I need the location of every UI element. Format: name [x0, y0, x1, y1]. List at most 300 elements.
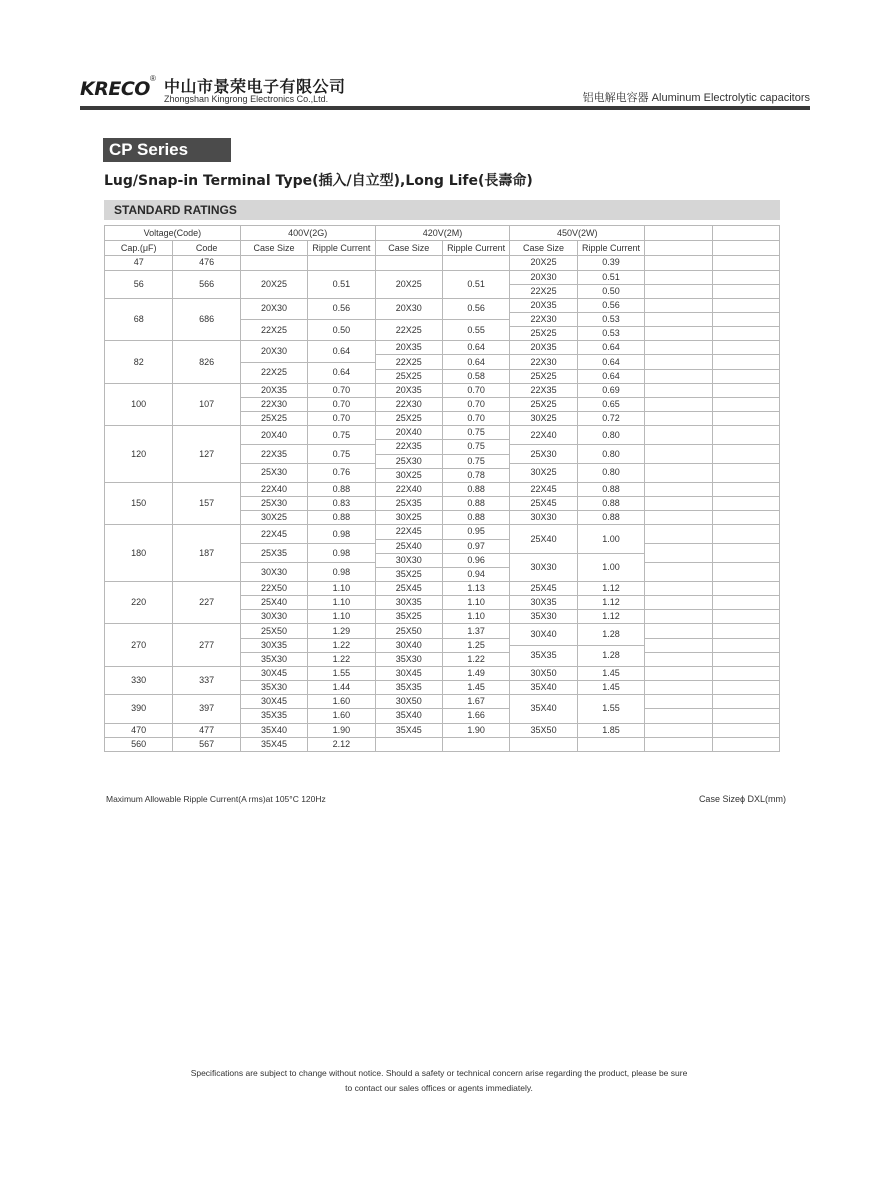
table-row: [105, 270, 780, 272]
case-size-value: 35X45: [240, 737, 307, 751]
ripple-current-value: 0.69: [577, 383, 644, 397]
case-size-value: 20X35: [240, 383, 307, 397]
ripple-current-value: 0.88: [577, 482, 644, 496]
case-size-value: 20X40: [375, 426, 442, 440]
ripple-current-value: 0.75: [308, 445, 375, 464]
ripple-current-value: 1.55: [577, 695, 644, 723]
case-size-value: 30X30: [510, 511, 577, 525]
empty-header-cell: [712, 226, 779, 241]
empty-cell: [712, 525, 779, 544]
case-size-value: 20X35: [375, 341, 442, 355]
ripple-current-value: 0.72: [577, 412, 644, 426]
case-size-value: 35X30: [240, 652, 307, 666]
code-value: 686: [173, 298, 240, 340]
empty-cell: [712, 341, 779, 355]
empty-cell: [712, 397, 779, 411]
empty-cell: [712, 596, 779, 610]
empty-cell: [712, 313, 779, 327]
case-size-value: 30X45: [240, 666, 307, 680]
empty-cell: [712, 383, 779, 397]
case-size-value: 20X25: [240, 270, 307, 298]
cap-value: 180: [105, 525, 173, 582]
case-size-value: 30X35: [240, 638, 307, 652]
ripple-current-value: 0.64: [577, 369, 644, 383]
case-size-value: 25X25: [375, 369, 442, 383]
case-size-value: 22X30: [240, 397, 307, 411]
empty-ripple-cell: [577, 737, 644, 751]
empty-cell: [712, 270, 779, 284]
ripple-current-value: 0.64: [577, 341, 644, 355]
empty-cell: [645, 723, 712, 737]
series-title: CP Series: [103, 138, 231, 162]
case-size-value: 22X40: [510, 426, 577, 445]
case-size-value: 20X30: [375, 298, 442, 319]
ripple-current-value: 0.50: [308, 320, 375, 341]
case-size-value: 30X25: [510, 464, 577, 483]
case-size-value: 30X30: [240, 563, 307, 582]
ripple-current-value: 1.22: [442, 652, 509, 666]
empty-cell: [712, 666, 779, 680]
empty-cell: [645, 544, 712, 563]
ripple-current-value: 1.29: [308, 624, 375, 638]
empty-cell: [645, 681, 712, 695]
code-value: 277: [173, 624, 240, 666]
ripple-current-value: 0.80: [577, 464, 644, 483]
cap-value: 470: [105, 723, 173, 737]
table-row: [105, 624, 780, 626]
voltage-code-header: Voltage(Code): [105, 226, 241, 241]
table-row: [105, 298, 780, 300]
code-value: 157: [173, 482, 240, 524]
page-header: [80, 72, 810, 110]
case-size-value: 25X45: [510, 581, 577, 595]
ripple-current-value: 0.65: [577, 397, 644, 411]
code-value: 227: [173, 581, 240, 623]
case-size-value: 25X30: [240, 497, 307, 511]
case-size-value: 20X35: [375, 383, 442, 397]
ripple-current-value: 0.75: [442, 426, 509, 440]
empty-case-size-cell: [240, 256, 307, 270]
cap-header: Cap.(μF): [105, 241, 173, 256]
case-size-value: 20X30: [510, 270, 577, 284]
empty-cell: [645, 327, 712, 341]
ripple-current-value: 1.44: [308, 681, 375, 695]
ripple-current-value: 0.53: [577, 313, 644, 327]
case-size-value: 35X40: [510, 681, 577, 695]
case-size-value: 20X30: [240, 341, 307, 362]
ripple-current-value: 0.78: [442, 468, 509, 482]
case-size-value: 30X30: [240, 610, 307, 624]
ripple-current-value: 0.88: [442, 511, 509, 525]
case-size-value: 22X25: [375, 355, 442, 369]
case-size-value: 25X25: [510, 327, 577, 341]
empty-cell: [645, 581, 712, 595]
case-size-value: 25X25: [240, 412, 307, 426]
case-size-value: 35X25: [375, 610, 442, 624]
ripple-current-value: 0.51: [308, 270, 375, 298]
footer-line-1: Specifications are subject to change without notice. Should a safety or technical concern arise regarding the product, please be sure: [190, 1068, 688, 1078]
table-row: [105, 256, 780, 258]
ratings-table: [104, 225, 780, 752]
empty-cell: [645, 497, 712, 511]
standard-ratings-bar: [104, 200, 780, 220]
ripple-current-value: 1.00: [577, 553, 644, 581]
case-size-value: 25X50: [375, 624, 442, 638]
footer-line-2: to contact our sales offices or agents immediately.: [345, 1083, 533, 1093]
empty-cell: [645, 256, 712, 270]
ripple-current-value: 0.70: [442, 412, 509, 426]
ripple-current-value: 0.88: [577, 497, 644, 511]
case-size-value: 22X45: [375, 525, 442, 539]
empty-cell: [712, 284, 779, 298]
ripple-current-value: 0.98: [308, 563, 375, 582]
company-name-cn: 中山市景荣电子有限公司: [164, 77, 346, 96]
ripple-current-value: 0.96: [442, 553, 509, 567]
empty-case-size-cell: [375, 737, 442, 751]
ripple-current-value: 0.70: [308, 412, 375, 426]
table-row: [105, 383, 780, 385]
case-size-value: 30X25: [240, 511, 307, 525]
ripple-current-value: 0.58: [442, 369, 509, 383]
case-size-value: 22X40: [240, 482, 307, 496]
ripple-current-value: 1.55: [308, 666, 375, 680]
ripple-current-value: 1.10: [442, 596, 509, 610]
case-size-value: 22X50: [240, 581, 307, 595]
table-row: [105, 525, 780, 527]
empty-header-cell: [645, 226, 712, 241]
ripple-current-value: 0.51: [577, 270, 644, 284]
case-size-value: 25X25: [510, 397, 577, 411]
case-size-value: 30X30: [510, 553, 577, 581]
code-value: 397: [173, 695, 240, 723]
voltage-450-header: 450V(2W): [510, 226, 645, 241]
case-size-value: 22X35: [510, 383, 577, 397]
case-size-value: 30X50: [510, 666, 577, 680]
ripple-current-value: 1.37: [442, 624, 509, 638]
case-size-value: 20X35: [510, 341, 577, 355]
empty-cell: [645, 369, 712, 383]
ripple-current-value: 1.22: [308, 652, 375, 666]
empty-header-cell: [712, 241, 779, 256]
cap-value: 330: [105, 666, 173, 694]
ripple-current-value: 0.50: [577, 284, 644, 298]
case-size-value: 25X25: [510, 369, 577, 383]
cap-value: 100: [105, 383, 173, 425]
ripple-current-value: 1.85: [577, 723, 644, 737]
ripple-current-value: 0.75: [442, 440, 509, 454]
empty-cell: [712, 610, 779, 624]
case-size-value: 22X25: [375, 320, 442, 341]
header-divider: [80, 106, 810, 110]
ripple-current-value: 1.45: [577, 681, 644, 695]
empty-cell: [712, 737, 779, 751]
case-size-value: 25X30: [510, 445, 577, 464]
empty-cell: [645, 412, 712, 426]
ripple-current-value: 0.76: [308, 464, 375, 483]
ripple-current-value: 0.64: [308, 362, 375, 383]
ripple-current-value: 0.56: [442, 298, 509, 319]
case-size-value: 25X30: [375, 454, 442, 468]
ripple-current-value: 1.45: [442, 681, 509, 695]
empty-ripple-cell: [308, 256, 375, 270]
ripple-current-value: 1.10: [308, 596, 375, 610]
case-size-value: 30X50: [375, 695, 442, 709]
case-size-value: 30X25: [510, 412, 577, 426]
table-row: [105, 723, 780, 725]
empty-cell: [712, 464, 779, 483]
empty-cell: [645, 652, 712, 666]
case-size-value: 22X35: [375, 440, 442, 454]
ripple-current-value: 1.90: [308, 723, 375, 737]
ripple-current-value: 0.56: [308, 298, 375, 319]
case-size-value: 25X35: [375, 497, 442, 511]
code-value: 566: [173, 270, 240, 298]
empty-cell: [712, 652, 779, 666]
empty-cell: [645, 610, 712, 624]
empty-cell: [645, 426, 712, 445]
cap-value: 150: [105, 482, 173, 524]
table-row: [105, 341, 780, 343]
case-size-value: 35X35: [375, 681, 442, 695]
ripple-current-value: 0.97: [442, 539, 509, 553]
empty-cell: [712, 544, 779, 563]
case-size-value: 35X30: [375, 652, 442, 666]
empty-header-cell: [645, 241, 712, 256]
ripple-current-value: 1.12: [577, 610, 644, 624]
case-size-value: 22X30: [510, 313, 577, 327]
ripple-current-value: 0.80: [577, 426, 644, 445]
case-size-value: 30X25: [375, 511, 442, 525]
table-row: [105, 737, 780, 739]
case-size-value: 30X30: [375, 553, 442, 567]
ripple-current-value: 0.51: [442, 270, 509, 298]
ripple-current-value: 1.10: [442, 610, 509, 624]
cap-value: 56: [105, 270, 173, 298]
case-size-value: 22X25: [510, 284, 577, 298]
cap-value: 270: [105, 624, 173, 666]
code-value: 826: [173, 341, 240, 383]
case-size-value: 25X40: [510, 525, 577, 553]
empty-cell: [712, 638, 779, 652]
empty-cell: [712, 695, 779, 709]
ripple-note: Maximum Allowable Ripple Current(A rms)at 105°C 120Hz: [106, 794, 326, 804]
ripple-current-value: 0.98: [308, 544, 375, 563]
case-size-value: 22X40: [375, 482, 442, 496]
empty-cell: [712, 445, 779, 464]
case-size-value: 25X45: [375, 581, 442, 595]
ripple-current-value: 0.98: [308, 525, 375, 544]
case-size-value: 25X30: [240, 464, 307, 483]
case-size-value: 22X25: [240, 362, 307, 383]
empty-cell: [712, 369, 779, 383]
case-size-value: 30X45: [375, 666, 442, 680]
ripple-current-value: 0.75: [308, 426, 375, 445]
case-size-note: Case Sizeϕ DXL(mm): [698, 794, 786, 804]
ripple-current-value: 0.88: [308, 511, 375, 525]
case-size-value: 30X40: [375, 638, 442, 652]
voltage-420-header: 420V(2M): [375, 226, 510, 241]
kreco-logo: KRECO: [80, 78, 150, 100]
case-size-value: 25X40: [240, 596, 307, 610]
case-size-value: 25X35: [240, 544, 307, 563]
ripple-current-value: 1.67: [442, 695, 509, 709]
ripple-current-value: 0.70: [308, 397, 375, 411]
ripple-current-value: 0.75: [442, 454, 509, 468]
case-size-value: 25X45: [510, 497, 577, 511]
code-value: 107: [173, 383, 240, 425]
page-footer: [0, 1066, 878, 1096]
code-value: 337: [173, 666, 240, 694]
ripple-current-value: 1.12: [577, 596, 644, 610]
ripple-current-value: 0.64: [577, 355, 644, 369]
case-size-value: 20X35: [510, 298, 577, 312]
empty-cell: [712, 412, 779, 426]
ripple-current-value: 0.70: [442, 397, 509, 411]
ripple-current-header: Ripple Current: [308, 241, 375, 256]
cap-value: 560: [105, 737, 173, 751]
empty-cell: [712, 709, 779, 723]
case-size-value: 35X50: [510, 723, 577, 737]
empty-cell: [645, 284, 712, 298]
ripple-current-value: 0.94: [442, 567, 509, 581]
empty-cell: [712, 355, 779, 369]
empty-cell: [712, 298, 779, 312]
ripple-current-value: 1.22: [308, 638, 375, 652]
case-size-value: 35X40: [375, 709, 442, 723]
voltage-400-header: 400V(2G): [240, 226, 375, 241]
cap-value: 47: [105, 256, 173, 270]
table-row: [105, 426, 780, 428]
cap-value: 120: [105, 426, 173, 483]
ripple-current-value: 1.12: [577, 581, 644, 595]
ripple-current-value: 0.53: [577, 327, 644, 341]
empty-cell: [645, 638, 712, 652]
empty-cell: [645, 695, 712, 709]
cap-value: 220: [105, 581, 173, 623]
cap-value: 82: [105, 341, 173, 383]
case-size-value: 35X30: [240, 681, 307, 695]
empty-cell: [645, 511, 712, 525]
case-size-value: 35X40: [510, 695, 577, 723]
empty-cell: [645, 525, 712, 544]
empty-cell: [712, 256, 779, 270]
case-size-value: 30X35: [510, 596, 577, 610]
case-size-value: 22X45: [510, 482, 577, 496]
ripple-current-value: 1.10: [308, 581, 375, 595]
empty-cell: [645, 482, 712, 496]
case-size-value: 30X25: [375, 468, 442, 482]
case-size-value: 35X30: [510, 610, 577, 624]
ripple-current-value: 0.80: [577, 445, 644, 464]
ripple-current-value: 0.70: [442, 383, 509, 397]
case-size-value: 35X45: [375, 723, 442, 737]
ripple-current-value: 1.60: [308, 709, 375, 723]
empty-cell: [712, 681, 779, 695]
empty-cell: [645, 355, 712, 369]
case-size-value: 20X30: [240, 298, 307, 319]
ripple-current-value: 1.13: [442, 581, 509, 595]
case-size-value: 22X45: [240, 525, 307, 544]
voltage-header-row: [105, 226, 780, 241]
cap-value: 68: [105, 298, 173, 340]
empty-cell: [645, 397, 712, 411]
product-category: 铝电解电容器 Aluminum Electrolytic capacitors: [582, 92, 810, 104]
ripple-current-value: 1.00: [577, 525, 644, 553]
table-row: [105, 695, 780, 697]
table-row: [105, 666, 780, 668]
ripple-current-value: 0.88: [442, 497, 509, 511]
empty-cell: [712, 581, 779, 595]
code-value: 567: [173, 737, 240, 751]
case-size-value: 30X45: [240, 695, 307, 709]
series-subtitle: Lug/Snap-in Terminal Type(插入/自立型),Long Life(長壽命): [104, 173, 533, 189]
empty-cell: [712, 511, 779, 525]
empty-cell: [712, 497, 779, 511]
column-header-row: [105, 241, 780, 256]
ripple-current-header: Ripple Current: [577, 241, 644, 256]
standard-ratings-label: STANDARD RATINGS: [114, 203, 237, 217]
code-header: Code: [173, 241, 240, 256]
ripple-current-value: 1.28: [577, 645, 644, 666]
empty-cell: [712, 624, 779, 638]
ripple-current-value: 1.90: [442, 723, 509, 737]
ripple-current-value: 0.64: [442, 341, 509, 355]
empty-cell: [645, 737, 712, 751]
case-size-header: Case Size: [375, 241, 442, 256]
ripple-current-value: 0.88: [308, 482, 375, 496]
empty-cell: [645, 596, 712, 610]
empty-cell: [712, 327, 779, 341]
empty-cell: [645, 666, 712, 680]
empty-cell: [645, 270, 712, 284]
ripple-current-value: 1.60: [308, 695, 375, 709]
empty-cell: [645, 383, 712, 397]
empty-cell: [712, 482, 779, 496]
empty-cell: [645, 709, 712, 723]
ripple-current-value: 0.88: [577, 511, 644, 525]
table-row: [105, 581, 780, 583]
empty-cell: [645, 298, 712, 312]
ripple-current-value: 0.39: [577, 256, 644, 270]
empty-cell: [645, 445, 712, 464]
case-size-value: 20X40: [240, 426, 307, 445]
ripple-current-value: 0.70: [308, 383, 375, 397]
ripple-current-value: 0.64: [442, 355, 509, 369]
ripple-current-value: 0.95: [442, 525, 509, 539]
empty-cell: [645, 313, 712, 327]
case-size-value: 22X35: [240, 445, 307, 464]
registered-mark: ®: [150, 74, 156, 83]
case-size-value: 20X25: [510, 256, 577, 270]
ripple-current-value: 1.10: [308, 610, 375, 624]
case-size-value: 25X50: [240, 624, 307, 638]
case-size-value: 35X40: [240, 723, 307, 737]
ripple-current-value: 2.12: [308, 737, 375, 751]
ripple-current-value: 1.25: [442, 638, 509, 652]
empty-cell: [645, 624, 712, 638]
case-size-value: 22X30: [510, 355, 577, 369]
company-name-en: Zhongshan Kingrong Electronics Co.,Ltd.: [164, 94, 329, 104]
empty-cell: [645, 341, 712, 355]
ripple-current-value: 0.64: [308, 341, 375, 362]
ripple-current-value: 1.49: [442, 666, 509, 680]
empty-case-size-cell: [375, 256, 442, 270]
case-size-value: 30X35: [375, 596, 442, 610]
case-size-value: 35X25: [375, 567, 442, 581]
case-size-value: 25X25: [375, 412, 442, 426]
table-row: [105, 482, 780, 484]
case-size-value: 35X35: [510, 645, 577, 666]
